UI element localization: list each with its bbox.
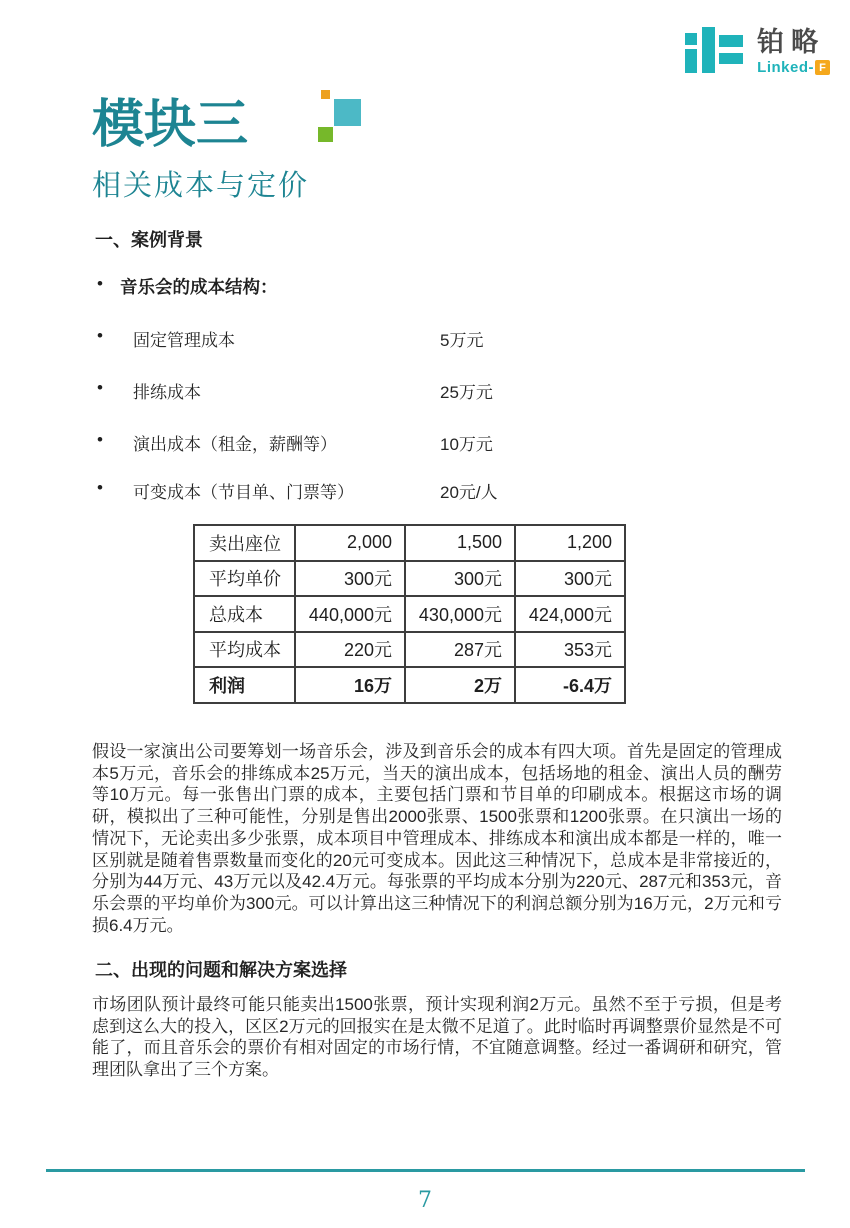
section-heading-problem-solutions: 二、出现的问题和解决方案选择 [95, 960, 347, 980]
table-cell: 1,200 [515, 525, 625, 561]
cost-item-label: 可变成本（节目单、门票等） [133, 483, 354, 502]
deco-square-teal [334, 99, 361, 126]
logo-block [719, 53, 743, 64]
cost-comparison-table [193, 524, 626, 704]
logo-block [719, 35, 743, 47]
brand-logo [685, 27, 830, 76]
table-cell: 440,000元 [295, 596, 405, 632]
list-item [97, 478, 677, 503]
bullet-icon [97, 326, 133, 346]
deco-square-green [318, 127, 333, 142]
cost-item-value: 25万元 [440, 383, 493, 402]
table-cell: 利润 [194, 667, 295, 703]
table-cell: 424,000元 [515, 596, 625, 632]
brand-name-cn: 铂略 [757, 27, 826, 57]
cost-item-label: 演出成本（租金，薪酬等） [133, 435, 337, 454]
table-cell: 300元 [515, 561, 625, 597]
table-row [194, 596, 625, 632]
table-cell: 430,000元 [405, 596, 515, 632]
cost-item-label: 固定管理成本 [133, 331, 235, 350]
table-cell: 平均成本 [194, 632, 295, 668]
bullet-icon [97, 478, 133, 498]
table-cell: 2万 [405, 667, 515, 703]
cost-item-value: 5万元 [440, 331, 484, 350]
brand-name-en: Linked- F [757, 59, 830, 76]
brand-text [757, 27, 830, 76]
cost-item-value: 20元/人 [440, 483, 498, 502]
table-cell: 353元 [515, 632, 625, 668]
table-cell: 300元 [405, 561, 515, 597]
table-cell: -6.4万 [515, 667, 625, 703]
footer-divider [46, 1169, 805, 1172]
section-heading-case-background: 一、案例背景 [95, 230, 203, 250]
page-number: 7 [418, 1188, 432, 1213]
logo-block [702, 27, 715, 73]
logo-block [685, 49, 697, 73]
table-row [194, 561, 625, 597]
table-cell: 300元 [295, 561, 405, 597]
table-cell: 1,500 [405, 525, 515, 561]
cost-item-value: 10万元 [440, 435, 493, 454]
logo-block [685, 33, 697, 45]
title-block [92, 94, 309, 204]
brand-badge-f: F [815, 60, 830, 75]
cost-item-label: 排练成本 [133, 383, 201, 402]
list-item [97, 430, 677, 455]
list-item [97, 378, 677, 403]
table-cell: 总成本 [194, 596, 295, 632]
table-row [194, 525, 625, 561]
module-title: 模块三 [92, 94, 249, 155]
table-cell: 2,000 [295, 525, 405, 561]
table-row [194, 632, 625, 668]
table-cell: 卖出座位 [194, 525, 295, 561]
table-cell: 平均单价 [194, 561, 295, 597]
module-subtitle: 相关成本与定价 [92, 168, 310, 203]
problem-paragraph: 市场团队预计最终可能只能卖出1500张票，预计实现利润2万元。虽然不至于亏损，但是考虑到这么大的投入，区区2万元的回报实在是太微不足道了。此时临时再调整票价显然是不可能了，而且音乐会的票价有相对固定的市场行情，不宜随意调整。经过一番调研和研究，管理团队拿出了三个方案。 [92, 995, 782, 1080]
list-item [97, 326, 677, 351]
case-background-paragraph: 假设一家演出公司要筹划一场音乐会，涉及到音乐会的成本有四大项。首先是固定的管理成本5万元，音乐会的排练成本25万元，当天的演出成本，包括场地的租金、演出人员的酬劳等10万元。每一张售出门票的成本，主要包括门票和节目单的印刷成本。根据这市场的调研，模拟出了三种可能性，分别是售出2000张票、1500张票和1200张票。在只演出一场的情况下，无论卖出多少张票，成本项目中管理成本、排练成本和演出成本都是一样的，唯一区别就是随着售票数量而变化的20元可变成本。因此这三种情况下，总成本是非常接近的，分别为44万元、43万元以及42.4万元。每张票的平均成本分别为220元、287元和353元，音乐会票的平均单价为300元。可以计算出这三种情况下的利润总额分别为16万元，2万元和亏损6.4万元。 [92, 742, 782, 935]
table-cell: 16万 [295, 667, 405, 703]
deco-square-orange [321, 90, 330, 99]
bullet-icon [97, 378, 133, 398]
bullet-icon [97, 430, 133, 450]
cost-structure-intro: • 音乐会的成本结构： [97, 274, 278, 299]
table-cell: 220元 [295, 632, 405, 668]
bullet-icon [97, 274, 120, 294]
decorative-squares [315, 88, 367, 144]
table-row-profit [194, 667, 625, 703]
linked-f-logo-icon [685, 27, 747, 73]
table-cell: 287元 [405, 632, 515, 668]
